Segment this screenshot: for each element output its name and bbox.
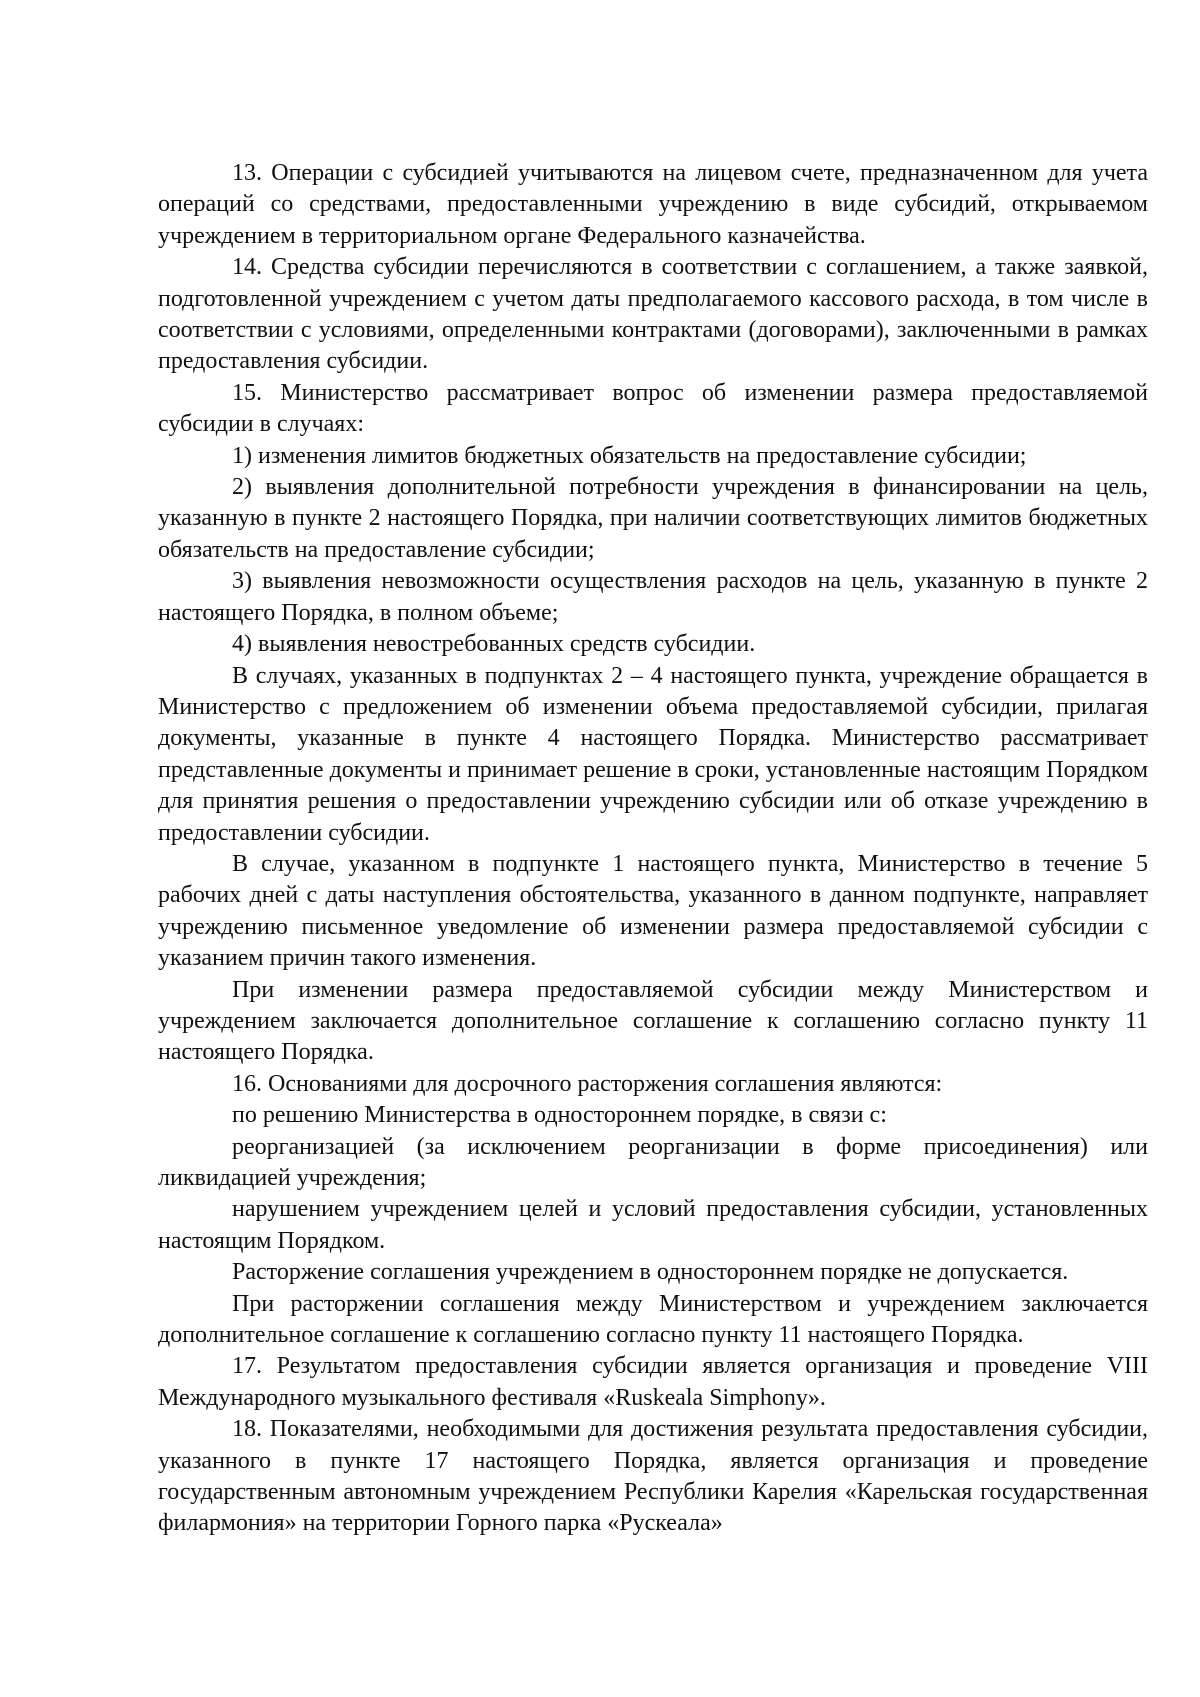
- paragraph-15: 15. Министерство рассматривает вопрос об изменении размера предоставляемой субсидии в случаях:: [158, 379, 1148, 438]
- paragraph-cases-2-4: В случаях, указанных в подпунктах 2 – 4 настоящего пункта, учреждение обращается в Министерство с предложением об изменении объема предоставляемой субсидии, прилагая документы, указанные в пункте 4 настоящего Порядка. Министерство рассматривает представленные документы и принимает решение в сроки, установленные настоящим Порядком для принятия решения о предоставлении учреждению субсидии или об отказе учреждению в предоставлении субсидии.: [158, 662, 1148, 846]
- paragraph-case-1: В случае, указанном в подпункте 1 настоящего пункта, Министерство в течение 5 рабочих дней с даты наступления обстоятельства, указанного в данном подпункте, направляет учреждению письменное уведомление об изменении размера предоставляемой субсидии с указанием причин такого изменения.: [158, 850, 1148, 972]
- subitem-1: 1) изменения лимитов бюджетных обязательств на предоставление субсидии;: [232, 442, 1027, 469]
- paragraph-reorganization: реорганизацией (за исключением реорганизации в форме присоединения) или ликвидацией учреждения;: [158, 1133, 1148, 1191]
- paragraph-14: 14. Средства субсидии перечисляются в соответствии с соглашением, а также заявкой, подготовленной учреждением с учетом даты предполагаемого кассового расхода, в том числе в соответствии с условиями, определенными контрактами (договорами), заключенными в рамках предоставления субсидии.: [158, 254, 1148, 375]
- paragraph-violation: нарушением учреждением целей и условий предоставления субсидии, установленных настоящим Порядком.: [158, 1196, 1148, 1254]
- paragraph-18: 18. Показателями, необходимыми для достижения результата предоставления субсидии, указанного в пункте 17 настоящего Порядка, является организация и проведение государственным автономным учреждением Республики Карелия «Карельская государственная филармония» на территории Горного парка «Рускеала»: [158, 1416, 1148, 1537]
- paragraph-13: 13. Операции с субсидией учитываются на лицевом счете, предназначенном для учета операций со средствами, предоставленными учреждению в виде субсидий, открываемом учреждением в территориальном органе Федерального казначейства.: [158, 160, 1148, 249]
- subitem-4: 4) выявления невостребованных средств субсидии.: [232, 631, 756, 658]
- paragraph-termination-agreement: При расторжении соглашения между Министерством и учреждением заключается дополнительное соглашение к соглашению согласно пункту 11 настоящего Порядка.: [158, 1290, 1148, 1349]
- paragraph-change-agreement: При изменении размера предоставляемой субсидии между Министерством и учреждением заключается дополнительное соглашение к соглашению согласно пункту 11 настоящего Порядка.: [158, 976, 1148, 1066]
- document-page: [158, 158, 1148, 1540]
- paragraph-unilateral: по решению Министерства в одностороннем порядке, в связи с:: [232, 1102, 887, 1129]
- paragraph-no-unilateral: Расторжение соглашения учреждением в одностороннем порядке не допускается.: [232, 1259, 1069, 1286]
- subitem-2: 2) выявления дополнительной потребности учреждения в финансировании на цель, указанную в пункте 2 настоящего Порядка, при наличии соответствующих лимитов бюджетных обязательств на предоставление субсидии;: [158, 474, 1148, 563]
- paragraph-16: 16. Основаниями для досрочного расторжения соглашения являются:: [232, 1070, 943, 1097]
- subitem-3: 3) выявления невозможности осуществления расходов на цель, указанную в пункте 2 настоящего Порядка, в полном объеме;: [158, 568, 1148, 626]
- paragraph-17: 17. Результатом предоставления субсидии является организация и проведение VIII Международного музыкального фестиваля «Ruskeala Simphony».: [158, 1353, 1148, 1411]
